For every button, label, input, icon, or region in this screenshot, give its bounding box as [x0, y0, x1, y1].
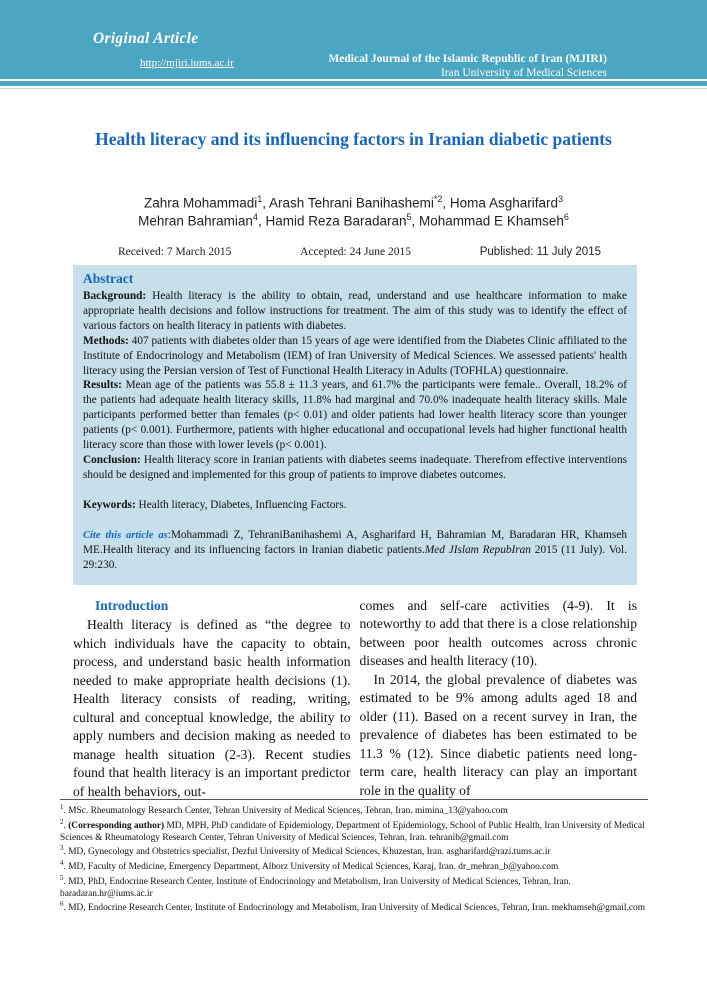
- intro-paragraph-1-continued: comes and self-care activities (4-9). It is noteworthy to add that there is a close relationship between poor health outcomes across chronic diseases and health literacy (10).: [359, 598, 637, 669]
- author-affiliation-sup: 5: [406, 212, 412, 223]
- author-affiliation-sup: 4: [252, 212, 258, 223]
- abstract-background-paragraph: Background: Health literacy is the ability to obtain, read, understand and use healthcare information to make appropriate health decisions and follow instructions for treatment. The aim of this study was to identify the effect of various factors on health literacy in patients with diabetes.: [83, 290, 627, 332]
- abstract-box: [73, 265, 637, 585]
- footnote-3: $^3$. MD, Gynecology and Obstetrics specialist, Dezful University of Medical Sciences, Khuzestan, Iran. asgharifard@razi.tums.ac.ir: [60, 844, 551, 858]
- authors-block: [0, 194, 707, 230]
- journal-identity: [328, 52, 607, 80]
- abstract-methods-paragraph: Methods: 407 patients with diabetes older than 15 years of age were identified from the Diabetes Clinic affiliated to the Institute of Endocrinology and Metabolism (IEM) of Iran University of Medical Sciences. We assessed patients' health literacy using the Persian version of Test of Functional Health Literacy in Adults (TOFHLA) questionnaire.: [83, 334, 627, 377]
- published-date: Published: 11 July 2015: [479, 246, 601, 258]
- header-accent-strip: [0, 81, 707, 86]
- journal-name: Medical Journal of the Islamic Republic of Iran (MJIRI): [328, 53, 607, 65]
- article-type-label: Original Article: [93, 30, 199, 47]
- intro-left-column: [73, 597, 351, 801]
- citation-text: Mohammadi Z, TehraniBanihashemi A, Asgharifard H, Bahramian M, Baradaran HR, Khamseh ME.Health literacy and its influencing factors in Iranian diabetic patients.: [83, 528, 627, 556]
- journal-header-band: [0, 0, 707, 79]
- abstract-conclusion-paragraph: Conclusion: Health literacy score in Iranian patients with diabetes seems inadequate. Therefrom effective interventions should be designed and implemented for this group of patients to improve diabetes outcomes.: [83, 453, 627, 481]
- page-title: Health literacy and its influencing factors in Iranian diabetic patients: [95, 129, 612, 149]
- introduction-section: [73, 597, 637, 801]
- author-affiliation-sup: *2: [433, 194, 443, 204]
- abstract-results-paragraph: Results: Mean age of the patients was 55.8 ± 11.3 years, and 61.7% the participants were female.. Overall, 18.2% of the patients had adequate health literacy skills, 11.8% had marginal and 70.0% inadequate health literacy skills. Male participants performed better than females (p< 0.01) and older patients had lower health literacy score than younger patients (p< 0.001). Furthermore, patients with higher educational and occupational levels had higher functional health literacy score than those with lower levels (p< 0.001).: [83, 379, 627, 452]
- author-affiliation-sup: 1: [257, 194, 263, 204]
- journal-university: Iran University of Medical Sciences: [440, 67, 607, 80]
- journal-url-link[interactable]: http://mjiri.iums.ac.ir: [140, 57, 234, 69]
- footnote-6: $^6$. MD, Endocrine Research Center, Institute of Endocrinology and Metabolism, Iran University of Medical Sciences, Tehran, Iran. mekhamseh@gmail.com: [60, 900, 645, 914]
- keywords-line: Keywords: Health literacy, Diabetes, Influencing Factors.: [83, 498, 347, 511]
- author-affiliation-sup: 3: [557, 194, 563, 204]
- footnote-1: $^1$. MSc. Rheumatology Research Center, Tehran University of Medical Sciences, Tehran, Iran. mimina_13@yahoo.com: [60, 803, 508, 817]
- citation-journal: Med JIslam RepubIran: [424, 543, 531, 556]
- authors-line-1: Zahra Mohammadi$^1$, Arash Tehrani Banihashemi$^{*2}$, Homa Asgharifard$^3$: [143, 194, 563, 211]
- abstract-heading: Abstract: [83, 271, 134, 286]
- footnote-2: $^2$. (Corresponding author) MD, MPH, PhD candidate of Epidemiology, Department of Epidemiology, School of Public Health, Iran University of Medical Sciences & Rheumatology Research Center, Tehran University of Medical Sciences, Tehran, Iran. tehranib@gmail.com: [60, 817, 645, 844]
- citation-tail: 2015 (11 July). Vol. 29:230.: [83, 543, 628, 571]
- author-affiliation-sup: 6: [563, 212, 569, 223]
- footnote-5: $^5$. MD, PhD, Endocrine Research Center, Institute of Endocrinology and Metabolism, Iran University of Medical Sciences, Tehran, Iran. baradaran.hr@iums.ac.ir: [60, 873, 571, 900]
- received-date: Received: 7 March 2015: [118, 246, 232, 258]
- footnotes-block: [60, 799, 648, 915]
- introduction-heading: Introduction: [95, 598, 169, 613]
- header-divider-line: [0, 88, 707, 89]
- intro-paragraph-2: In 2014, the global prevalence of diabetes was estimated to be 9% among adults aged 18 and older (11). Based on a recent survey in Iran, the prevalence of diabetes has been estimated to be 11.3 % (12). Since diabetic patients need long-term care, health literacy can play an important role in the quality of: [359, 671, 637, 798]
- cite-label: Cite this article as: [83, 529, 168, 541]
- dates-row: [118, 246, 601, 258]
- citation-line: Cite this article as:Mohammadi Z, TehraniBanihashemi A, Asgharifard H, Bahramian M, Baradaran HR, Khamseh ME.Health literacy and its influencing factors in Iranian diabetic patients.Med JIslam RepubIran 2015 (11 July). Vol. 29:230.: [83, 528, 628, 571]
- accepted-date: Accepted: 24 June 2015: [300, 246, 411, 258]
- intro-right-column: [360, 597, 638, 801]
- footnote-4: $^4$. MD, Faculty of Medicine, Emergency Department, Alborz University of Medical Sciences, Karaj, Iran. dr_mehran_b@yahoo.com: [60, 859, 559, 873]
- authors-line-2: Mehran Bahramian$^4$, Hamid Reza Baradaran$^5$, Mohammad E Khamseh$^6$: [138, 212, 569, 229]
- intro-paragraph-1: Health literacy is defined as “the degree to which individuals have the capacity to obtain, process, and understand basic health information needed to make appropriate health decisions (1). Health literacy consists of reading, writing, cultural and conceptual knowledge, the ability to apply numbers and decision making as needed to manage health situation (2-3). Recent studies found that health literacy is an important predictor of health behaviors, out-: [73, 617, 351, 799]
